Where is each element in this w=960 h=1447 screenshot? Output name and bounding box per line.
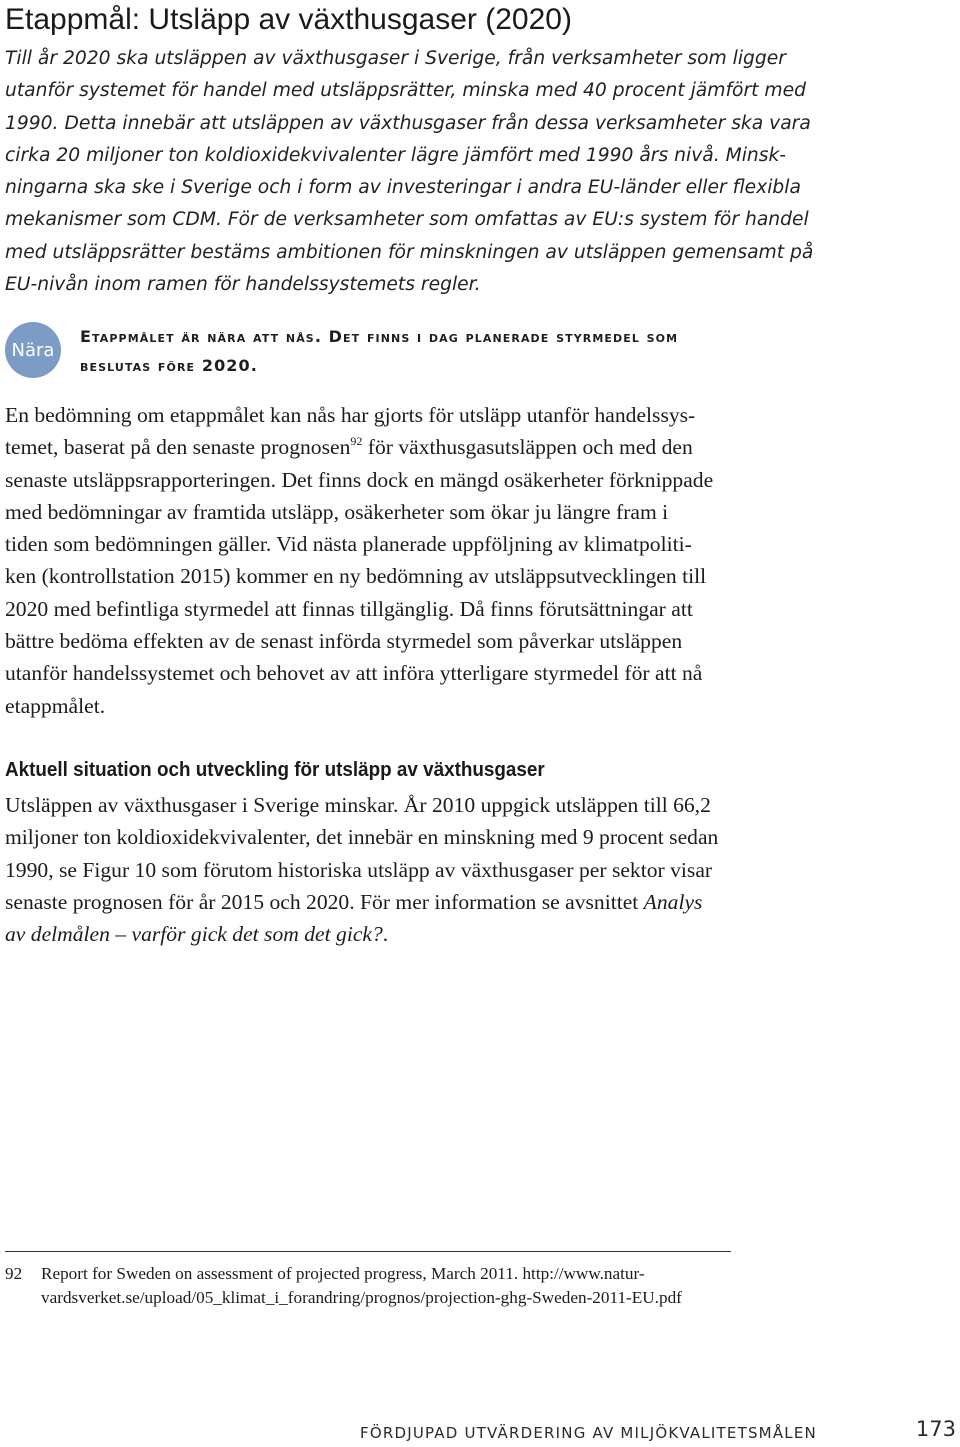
footnote-link[interactable]: vardsverket.se/upload/05_klimat_i_forandring/prognos/projection-ghg-Sweden-2011-EU.pdf [41,1288,682,1307]
paragraph-line: tiden som bedömningen gäller. Vid nästa planerade uppföljning av klimatpoliti- [5,532,692,557]
footnote-divider [5,1251,731,1252]
footnote-number: 92 [5,1264,23,1283]
paragraph-text: . [382,922,389,947]
paragraph-line: Utsläppen av växthusgaser i Sverige minskar. År 2010 uppgick utsläppen till 66,2 [5,793,711,817]
goal-line: mekanismer som CDM. För de verksamheter som omfattas av EU:s system för handel [5,209,809,231]
assessment-line: Etappmålet är nära att nås. Det finns i dag planerade styrmedel som [80,327,679,346]
section-heading: Aktuell situation och utveckling för utsläpp av växthusgaser [5,758,545,781]
goal-line: ningarna ska ske i Sverige och i form av investeringar i andra EU-länder eller flexibla [5,177,801,199]
goal-line: Till år 2020 ska utsläppen av växthusgaser i Sverige, från verksamheter som ligger [5,48,786,69]
footnote-text [41,1262,941,1310]
footnote-line: Report for Sweden on assessment of projected progress, March 2011. http://www.natur- [41,1264,645,1283]
status-badge-label: Nära [11,339,55,361]
paragraph-line [5,431,955,463]
running-footer: FÖRDJUPAD UTVÄRDERING AV MILJÖKVALITETSMÅLEN [360,1424,817,1442]
paragraph-line: etappmålet. [5,693,106,718]
paragraph-text: senaste prognosen för år 2015 och 2020. För mer information se avsnittet [5,889,644,914]
paragraph-text: temet, baserat på den senaste prognosen [5,435,351,460]
assessment-paragraph [5,399,955,722]
paragraph-line [5,886,955,918]
paragraph-text: för växthusgasutsläppen och med den [362,435,693,460]
goal-statement [5,43,955,301]
page-title: Etappmål: Utsläpp av växthusgaser (2020) [5,3,572,36]
page-number: 173 [915,1417,956,1441]
paragraph-line: ken (kontrollstation 2015) kommer en ny bedömning av utsläppsutvecklingen till [5,564,707,589]
goal-line: med utsläppsrätter bestäms ambitionen för minskningen av utsläppen gemensamt på [5,241,814,263]
paragraph-line: med bedömningar av framtida utsläpp, osäkerheter som ökar ju längre fram i [5,499,669,524]
situation-paragraph [5,789,955,950]
footnote-reference[interactable]: 92 [350,434,363,449]
paragraph-line: bättre bedöma effekten av de senast införda styrmedel som påverkar utsläppen [5,629,683,654]
section-reference-link[interactable]: Analys [643,889,703,914]
goal-line: utanför systemet för handel med utsläppsrätter, minska med 40 procent jämfört med [5,80,806,102]
paragraph-line: miljoner ton koldioxidekvivalenter, det innebär en minskning med 9 procent sedan [5,825,719,850]
goal-line: 1990. Detta innebär att utsläppen av växthusgaser från dessa verksamheter ska vara [5,112,811,134]
goal-line: EU-nivån inom ramen för handelssystemets regler. [5,274,481,296]
section-reference-link[interactable]: av delmålen – varför gick det som det gick? [5,922,383,947]
paragraph-line: senaste utsläppsrapporteringen. Det finns dock en mängd osäkerheter förknippade [5,467,714,492]
paragraph-line: 1990, se Figur 10 som förutom historiska utsläpp av växthusgaser per sektor visar [5,857,713,882]
status-badge [5,322,61,378]
paragraph-line: En bedömning om etappmålet kan nås har gjorts för utsläpp utanför handelssys- [5,403,696,427]
paragraph-line: utanför handelssystemet och behovet av att införa ytterligare styrmedel för att nå [5,661,703,686]
assessment-summary [80,322,950,380]
paragraph-line: 2020 med befintliga styrmedel att finnas tillgänglig. Då finns förutsättningar att [5,596,693,621]
goal-line: cirka 20 miljoner ton koldioxidekvivalenter lägre jämfört med 1990 års nivå. Minsk- [5,144,787,166]
assessment-line: beslutas före 2020. [80,356,258,375]
paragraph-line [5,918,955,950]
